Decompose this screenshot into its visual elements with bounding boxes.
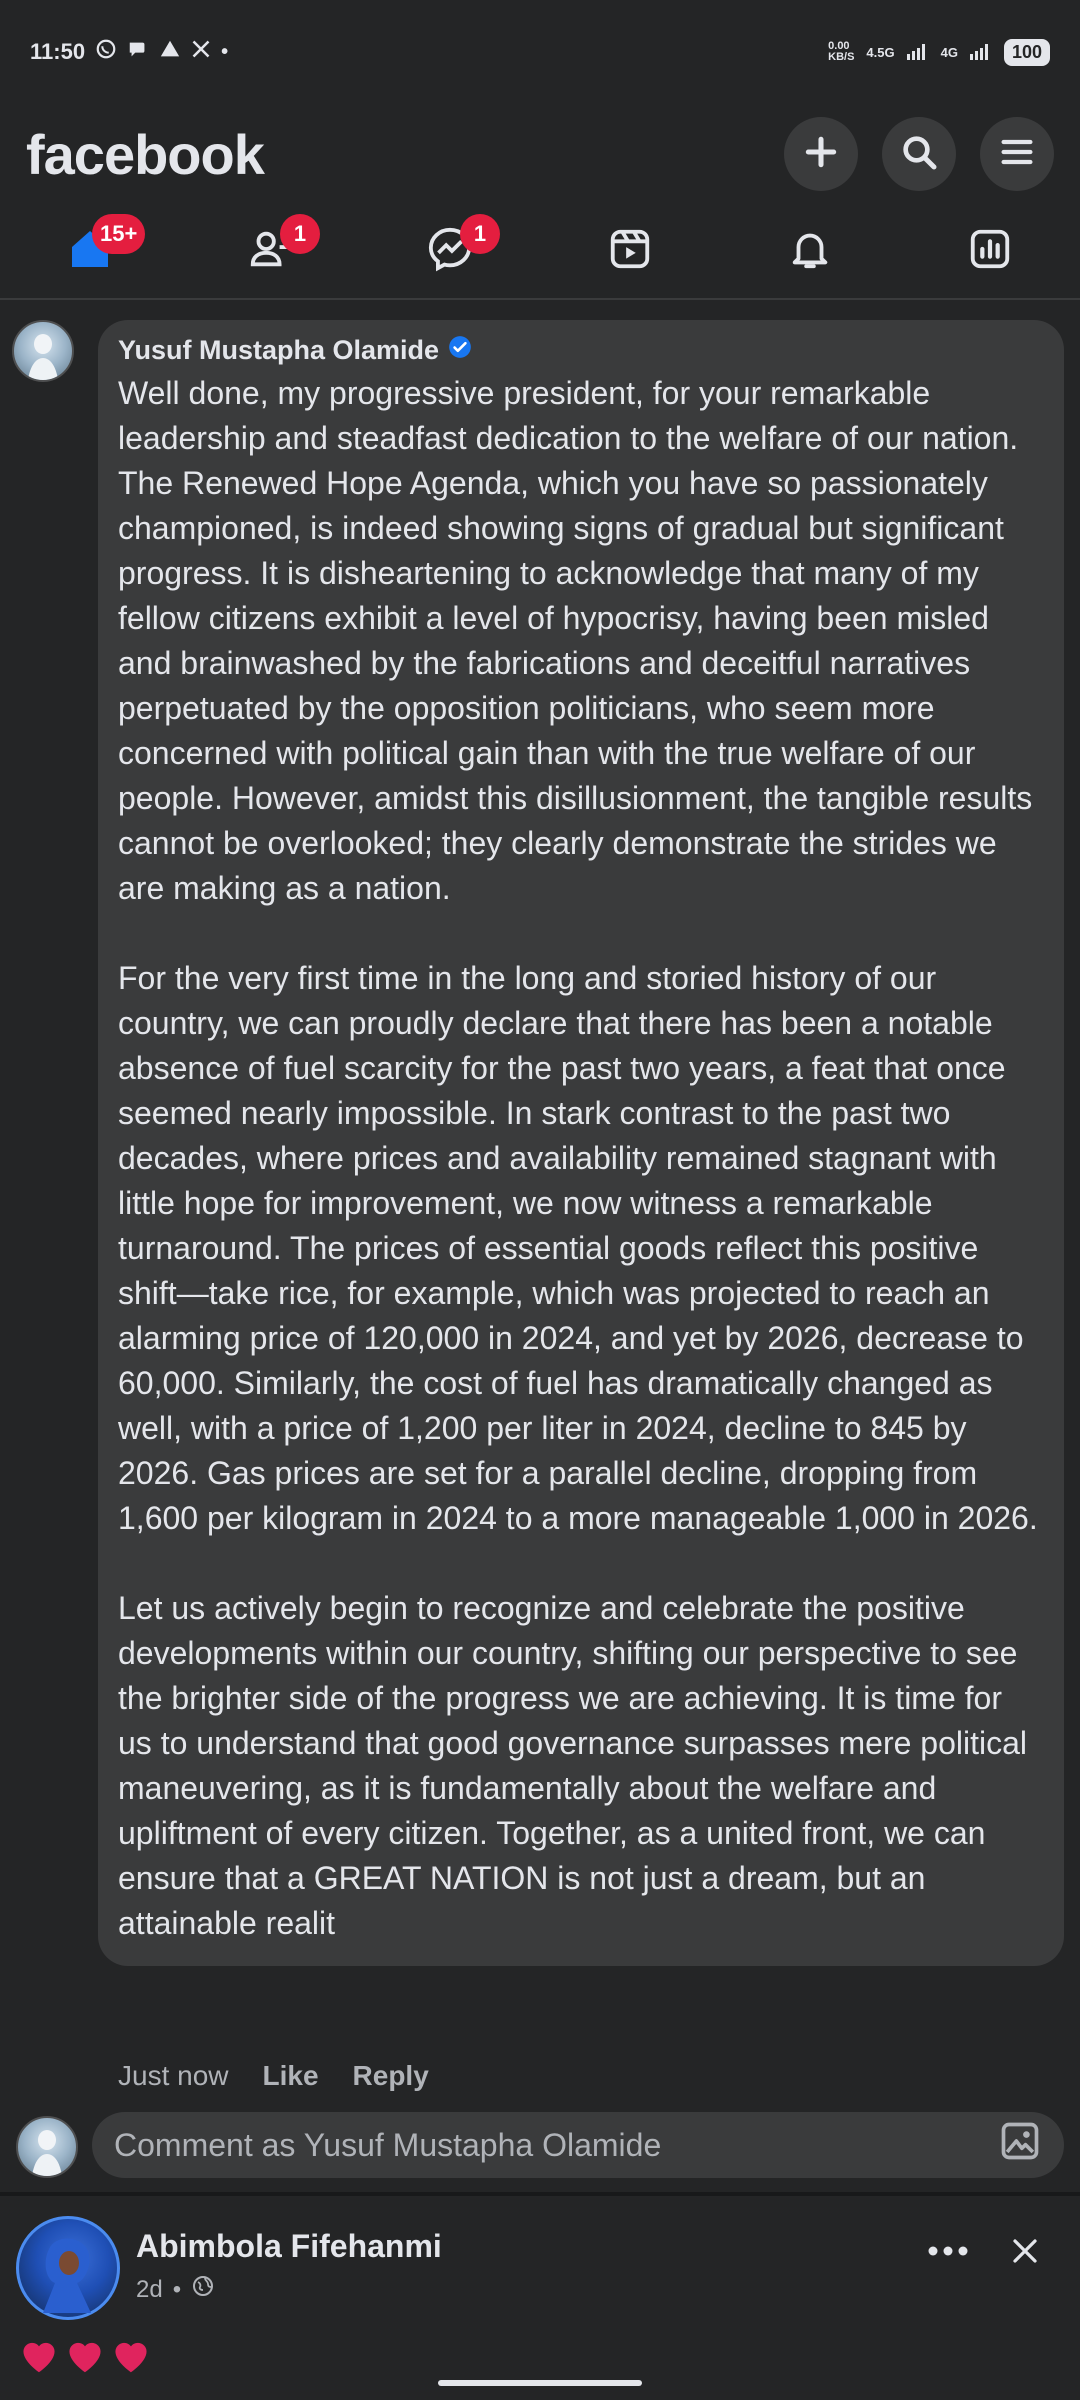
heart-icon [110,2336,152,2379]
post-hearts [18,2336,152,2379]
image-icon[interactable] [998,2119,1042,2171]
battery-indicator: 100 [1004,39,1050,66]
tab-notifications[interactable] [750,206,870,296]
comment-composer [0,2112,1080,2188]
whatsapp-icon [95,38,117,66]
dot-icon: • [221,40,229,63]
heart-icon [18,2336,60,2379]
app-header [0,104,1080,204]
tab-friends[interactable] [210,206,330,296]
signal-icon-2 [970,42,992,63]
plus-icon [802,133,840,176]
more-icon[interactable] [926,2244,970,2263]
network-speed: 0.00 KB/S [828,40,855,63]
comment-text: Well done, my progressive president, for your remarkable leadership and steadfast dedication to the welfare of our nation. The Renewed Hope Agenda, which you have so passionately championed, is indeed showing signs of gradual but significant progress. It is disheartening to acknowledge that many of my fellow citizens exhibit a level of hypocrisy, having been misled and brainwashed by the fabrications and deceitful narratives perpetuated by the opposition politicians, who seem more concerned with political gain than with the true welfare of our people. However, amidst this disillusionment, the tangible results cannot be overlooked; they clearly demonstrate the strides we are making as a nation. For the very first time in the long and storied history of our country, we can proudly declare that there has been a notable absence of fuel scarcity for the past two years, a feat that once seemed nearly impossible. In stark contrast to the past two decades, where prices and availability remained stagnant with little hope for improvement, we now witness a remarkable turnaround. The prices of essential goods reflect this positive shift—take rice, for example, which was projected to reach an alarming price of 120,000 in 2024, and yet by 2026, decrease to 60,000. Similarly, the cost of fuel has dramatically changed as well, with a price of 1,200 per liter in 2024, decline to 845 by 2026. Gas prices are set for a parallel decline, dropping from 1,600 per kilogram in 2024 to a more manageable 1,000 in 2026. Let us actively begin to recognize and celebrate the positive developments within our country, shifting our perspective to see the brighter side of the progress we are achieving. It is time for us to understand that good governance surpasses mere political maneuvering, as it is fundamentally about the welfare and upliftment of every citizen. Together, as a united front, we can ensure that a GREAT NATION is not just a dream, but an attainable realit [118,375,1038,1941]
avatar[interactable] [12,320,74,382]
reply-button[interactable]: Reply [352,2060,429,2091]
globe-icon [191,2274,215,2305]
home-indicator[interactable] [438,2380,642,2386]
post-actions [926,2236,1040,2271]
chat-icon [127,38,149,66]
search-button[interactable] [882,117,956,191]
close-icon[interactable] [1010,2236,1040,2271]
tab-messenger[interactable] [390,206,510,296]
post-age[interactable]: 2d [136,2275,163,2303]
dashboard-icon [967,226,1013,277]
messenger-badge: 1 [460,214,500,254]
status-right [828,39,1050,66]
composer-avatar [16,2116,78,2178]
comment-bubble[interactable] [98,320,1064,1966]
header-actions [784,117,1054,191]
menu-icon [997,132,1037,177]
comment-input-placeholder: Comment as Yusuf Mustapha Olamide [114,2126,662,2163]
comment-input[interactable] [92,2112,1064,2178]
network-a: 4.5G [866,44,895,60]
post-author[interactable]: Abimbola Fifehanmi [136,2228,442,2264]
home-badge: 15+ [92,214,145,254]
status-left [30,38,228,66]
friends-badge: 1 [280,214,320,254]
heart-icon [64,2336,106,2379]
author-name: Yusuf Mustapha Olamide [118,335,440,365]
post-avatar[interactable] [16,2216,120,2320]
tab-dashboard[interactable] [930,206,1050,296]
menu-button[interactable] [980,117,1054,191]
post-header [0,2212,1080,2322]
create-button[interactable] [784,117,858,191]
signal-icon [907,42,929,63]
post-meta [136,2274,215,2305]
bell-icon [787,226,833,277]
section-divider [0,2192,1080,2196]
x-icon [191,39,211,65]
comment-author[interactable] [118,334,1044,367]
comment-meta [118,2060,429,2092]
comment-time: Just now [118,2060,229,2091]
status-bar [0,0,1080,104]
verified-icon [447,334,473,367]
search-icon [899,132,939,177]
video-icon [607,226,653,277]
like-button[interactable]: Like [262,2060,319,2091]
post-separator: • [172,2275,182,2303]
drive-icon [159,38,181,66]
facebook-logo[interactable]: facebook [26,122,264,186]
tab-video[interactable] [570,206,690,296]
network-b: 4G [940,44,958,60]
status-time: 11:50 [30,39,86,64]
tab-home[interactable] [30,206,150,296]
nav-tabs [0,204,1080,300]
